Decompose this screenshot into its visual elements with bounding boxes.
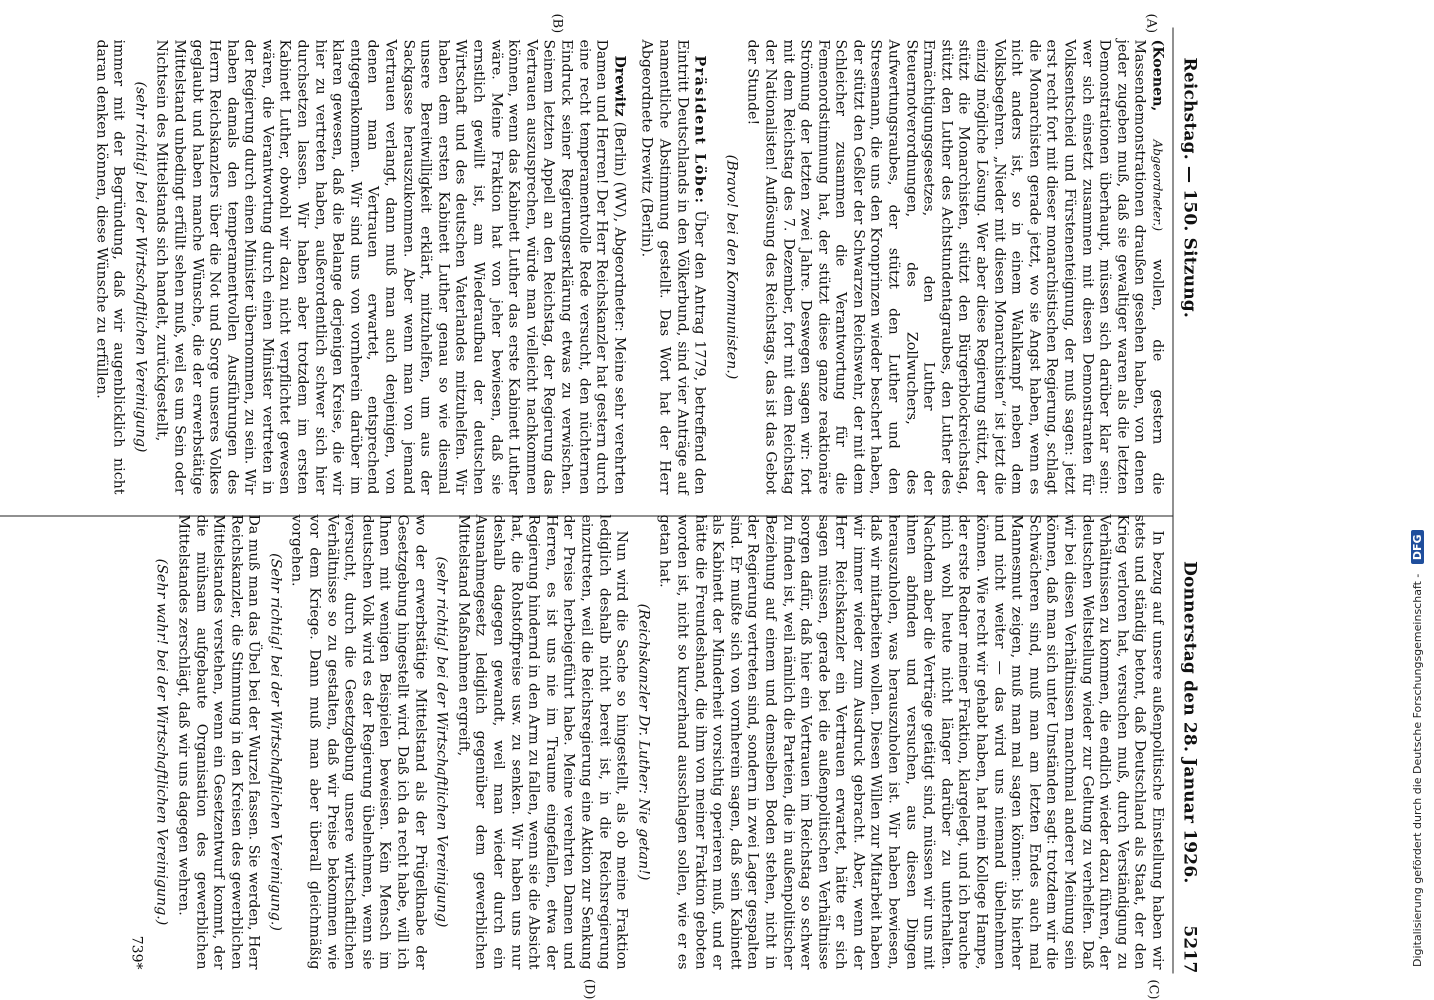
paragraph-text: immer mit der Begründung, daß wir augenblicklich nicht daran denken können, diese Wünsche zu erfüllen. [93, 39, 127, 495]
reaction: (Sehr richtig! bei der Wirtschaftlichen Vereinigung.) [267, 553, 284, 931]
paragraph [637, 40, 707, 495]
paragraph-text: wo der erwerbstätige Mittelstand als der Prügelknabe der Gesetzgebung hingestellt wird. Daß ich da recht habe, will ich Ihnen mit wenigen Beispielen beweisen. Kein Mensch im deutschen Volk wird es der Regierung übelnehmen, wenn sie versucht, durch die Gesetzgebung unsere wirtschaftlichen Verhältnisse so zu gestalten, daß wir Preise bekommen wie vor dem Kriege. Dann muß man aber überall gleichmäßig vorgehen. [289, 514, 429, 970]
reaction: (sehr richtig! bei der Wirtschaftlichen Vereinigung) [433, 556, 450, 928]
reaction: (Bravo! bei den Kommunisten.) [723, 154, 740, 380]
margin-marker-a: (A) [1143, 13, 1159, 34]
speaker-role: Abgeordneter.) [1150, 139, 1165, 232]
speaker-name: Präsident Löbe: [691, 55, 708, 205]
digitization-note [1410, 8, 1430, 993]
header-date: Donnerstag den 28. Januar 1926. [1179, 561, 1200, 884]
header-session: Reichstag. — 150. Sitzung. [1179, 57, 1200, 318]
reaction: (Sehr wahr! bei der Wirtschaftlichen Vereinigung.) [153, 558, 170, 926]
page-number: 5217 [1179, 925, 1200, 974]
paragraph [152, 40, 627, 495]
paragraph-text: Meine sehr verehrten Damen und Herren! Der Herr Reichskanzler hat gestern durch eine recht temperamentvolle Rede versucht, den nüchternen Eindruck seiner Regierungserklärung etwas zu verwischen. Seinem letzten Appell an den Reichstag, der Regierung das Vertrauen auszusprechen, würde man vielleicht nachkommen können, wenn das Kabinett Luther das erste Kabinett Luther wäre. Meine Fraktion hat von jeher bewiesen, daß sie ernstlich gewillt ist, am Wiederaufbau der deutschen Wirtschaft und des deutschen Vaterlandes mitzuhelfen. Wir haben dem ersten Kabinett Luther genau so wie diesmal unsere Bereitwilligkeit erklärt, mitzuhelfen, um aus der Sackgasse herauszukommen. Aber wenn man von jemand Vertrauen verlangt, dann muß man auch denjenigen, von denen man Vertrauen erwartet, entsprechend entgegenkommen. Wir sind uns von vornherein darüber im klaren gewesen, daß die Belange derjenigen Kreise, die wir hier zu vertreten haben, außerordentlich schwer sich hier durchsetzen lassen. Wir haben aber trotzdem im ersten Kabinett Luther, obwohl wir dazu nicht verpflichtet gewesen wären, die Verantwortung durch einen Minister vertreten in der Regierung durch einen Minister übernommen, zu sein. Wir haben damals den temperamentvollen Ausführungen des Herrn Reichskanzlers über die Not und Sorge unseres Volkes geglaubt und haben manche Wünsche, die der erwerbstätige Mittelstand unbedingt erfüllt sehen muß, weil es um Sein oder Nichtsein des Mittelstands sich handelt, zurückgestellt, [153, 39, 628, 495]
margin-marker-c: (C) [1145, 979, 1161, 1000]
paragraph-text: Da muß man das Übel bei der Wurzel fassen. Sie werden, Herr Reichskanzler, die Stimmung in den Kreisen des gewerblichen Mittelstandes verstehen, wenn ein Gesetzentwurf kommt, der die mühsam aufgebaute Organisation des gewerblichen Mittelstandes zerschlägt, daß wir uns dagegen wehren. [175, 514, 262, 970]
paragraph-text: Nun wird die Sache so hingestellt, als ob meine Fraktion lediglich deshalb nicht bereit ist, in die Reichsregierung einzutreten, weil die Reichsregierung eine Aktion zur Senkung der Preise herbeigeführt habe. Meine verehrten Damen und Herren, es ist uns nie im Traume eingefallen, etwa der Regierung hindernd in den Arm zu fallen, wenn sie die Absicht hat, die Rohstoffpreise usw. zu senken. Wir haben uns nur deshalb dagegen gewandt, weil man wieder durch ein Ausnahmegesetz lediglich gegenüber dem gewerblichen Mittelstand Maßnahmen ergreift, [455, 514, 630, 970]
digitization-text: Digitalisierung gefördert durch die Deutsche Forschungsgemeinschaft - [1411, 573, 1424, 967]
paragraph-text: In bezug auf unsere außenpolitische Einstellung haben wir stets und ständig betont, daß Deutschland als Staat, der den Krieg verloren hat, versuchen muß, durch Verständigung zu Verhältnissen zu kommen, die endlich wieder dazu führen, der deutschen Weltstellung wieder zur Geltung zu verhelfen. Daß wir bei diesen Verhältnissen manchmal anderer Meinung sein können, daß man sich unter Umständen sagt: trotzdem wir die Schwächeren sind, muß man am letzten Endes auch mal Mannesmut zeigen, muß man mal sagen können: bis hierher und nicht weiter — das wird uns niemand übelnehmen können. Wie recht wir gehabt haben, hat mein Kollege Hampe, der erste Redner meiner Fraktion, klargelegt, und ich brauche mich wohl heute nicht länger darüber zu unterhalten. Nachdem aber die Verträge getätigt sind, müssen wir uns mit ihnen abfinden und versuchen, aus diesen Dingen herauszuholen, was herauszuholen ist. Wir haben bewiesen, daß wir mitarbeiten wollen. Diesen Willen zur Mitarbeit haben wir immer wieder zum Ausdruck gebracht. Aber, wenn der Herr Reichskanzler ein Vertrauen erwartet, hätte er sich sagen müssen, gerade bei die außenpolitischen Verhältnisse sorgen dafür, daß hier ein Vertrauen im Reichstag so schwer zu finden ist, weil nämlich die Parteien, die in außenpolitischer Beziehung auf einem und demselben Boden stehen, nicht in der Regierung vertreten sind, sondern in zwei Lager gespalten sind. Er mußte sich von vornherein sagen, daß sein Kabinett als Kabinett der Minderheit vorsichtig operieren muß, und er hätte die Freundeshand, die ihm von meiner Fraktion geboten worden ist, nicht so kurzerhand ausschlagen sollen, wie er es getan hat. [656, 514, 1166, 970]
speaker-name: (Koenen, [1149, 39, 1166, 112]
paragraph [743, 40, 1165, 495]
text-columns [0, 13, 1166, 1000]
right-column [0, 514, 1166, 1000]
paragraph-text: wollen, die gestern die Massendemonstrationen draußen gesehen haben, von denen jeder zugeben muß, daß sie gewaltiger waren als die letzten Demonstrationen überhaupt, müssen sich darüber klar sein: wer sich einsetzt zusammen mit diesen Demonstranten für Volksentscheid und Fürstenenteignung, der muß sagen: jetzt erst recht fort mit dieser monarchistischen Regierung, schlagt die Monarchisten gerade jetzt, wo sie Angst haben, wenn es nicht anders ist, so in einem Wahlkampf neben dem Volksbegehren. „Nieder mit diesen Monarchisten“ ist jetzt die einzig mögliche Lösung. Wer aber diese Regierung stützt, der stützt die Monarchisten, stützt den Bürgerblockreichstag, stützt den Luther des Achtstundentagraubes, den Luther des Ermächtigungsgesetzes, den Luther der Steuernotverordnungen, des Zollwuchers, des Aufwertungsraubes, der stützt den Luther und den Stresemann, die uns den Kronprinzen wieder beschert haben, der stützt den Geßler der Schwarzen Reichswehr, der mit dem Schleicher zusammen die Verantwortung für die Femenordstimmung hat, der stützt diese ganze reaktionäre Strömung der letzten zwei Jahre. Deswegen sagen wir: fort mit dem Reichstag des 7. Dezember, fort mit dem Reichstag der Nationalisten! Auflösung des Reichstags, das ist das Gebot der Stunde! [744, 39, 1166, 495]
paragraph-text: Über den Antrag 1779, betreffend den Eintritt Deutschlands in den Völkerbund, sind vier Anträge auf namentliche Abstimmung gestellt. Das Wort hat der Herr Abgeordnete Drewitz (Berlin). [638, 39, 708, 495]
margin-marker-d: (D) [581, 978, 597, 1000]
reaction: (sehr richtig! bei der Wirtschaftlichen Vereinigung) [132, 81, 149, 453]
signature-mark: 739* [128, 935, 145, 970]
reaction: (Reichskanzler Dr. Luther: Nie getan!) [635, 603, 652, 881]
speaker-name: Drewitz [611, 55, 628, 117]
left-column [0, 13, 1166, 495]
margin-marker-b: (B) [549, 13, 565, 34]
speaker-party: (Berlin) (WV), Abgeordneter: [611, 121, 628, 332]
scanned-page [0, 6, 1218, 1000]
dfg-logo: DFG [1411, 530, 1424, 564]
page-header [1173, 28, 1204, 974]
